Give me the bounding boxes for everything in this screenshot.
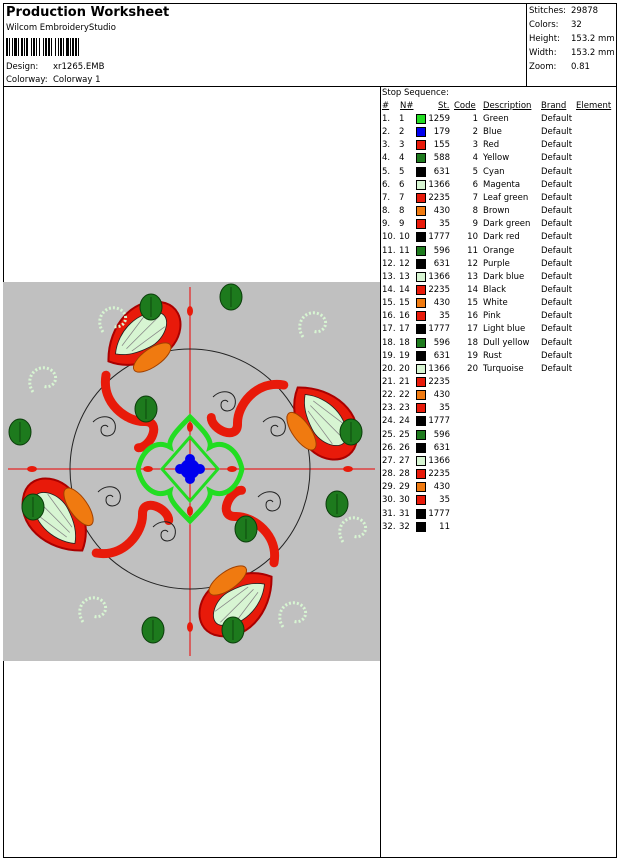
row-code: 13 (467, 271, 478, 282)
sequence-row (382, 403, 616, 416)
row-index: 7. (382, 192, 391, 203)
row-brand: Default (541, 127, 573, 138)
sequence-row (382, 285, 616, 298)
row-code: 1 (472, 114, 478, 124)
row-index: 19. (382, 350, 396, 361)
row-stitches: 1777 (428, 232, 450, 243)
row-description: Blue (483, 127, 502, 138)
row-description: Pink (483, 311, 501, 322)
design-filename: xr1265.EMB (53, 62, 105, 72)
row-needle: 3 (399, 140, 405, 151)
header-divider (3, 86, 617, 87)
color-swatch (416, 522, 426, 532)
row-needle: 9 (399, 219, 405, 230)
row-brand: Default (541, 114, 573, 124)
column-divider (380, 86, 381, 858)
row-index: 20. (382, 363, 396, 374)
page-title: Production Worksheet (6, 5, 170, 20)
row-index: 5. (382, 166, 391, 177)
row-stitches: 430 (433, 482, 450, 493)
row-description: Light blue (483, 324, 526, 335)
row-brand: Default (541, 232, 573, 243)
color-swatch (416, 140, 426, 150)
row-code: 17 (467, 324, 478, 335)
row-index: 17. (382, 324, 396, 335)
row-brand: Default (541, 192, 573, 203)
row-stitches: 1259 (428, 114, 450, 124)
row-needle: 11 (399, 245, 410, 256)
row-needle: 21 (399, 377, 410, 387)
row-code: 9 (472, 219, 478, 230)
color-swatch (416, 456, 426, 466)
row-code: 7 (472, 192, 478, 203)
row-brand: Default (541, 324, 573, 335)
row-index: 2. (382, 127, 391, 138)
sequence-row (382, 180, 616, 193)
row-index: 21. (382, 377, 396, 387)
row-brand: Default (541, 337, 573, 348)
row-index: 32. (382, 521, 396, 532)
sequence-row (382, 522, 616, 535)
color-swatch (416, 324, 426, 334)
row-code: 15 (467, 298, 478, 309)
row-brand: Default (541, 153, 573, 164)
sequence-row (382, 324, 616, 337)
row-index: 11. (382, 245, 396, 256)
color-swatch (416, 114, 426, 124)
col-header-element: Element (576, 101, 612, 111)
sequence-row (382, 495, 616, 508)
sequence-row (382, 377, 616, 390)
row-brand: Default (541, 258, 573, 269)
row-description: Black (483, 284, 506, 295)
sequence-row (382, 482, 616, 495)
row-needle: 31 (399, 508, 410, 519)
row-needle: 27 (399, 455, 410, 466)
row-needle: 22 (399, 390, 410, 401)
row-description: Purple (483, 258, 510, 269)
row-stitches: 631 (433, 258, 450, 269)
row-needle: 19 (399, 350, 410, 361)
row-brand: Default (541, 166, 573, 177)
design-label: Design: (6, 62, 39, 72)
col-header-index: # (382, 101, 390, 111)
row-description: Dark green (483, 219, 531, 230)
row-brand: Default (541, 140, 573, 151)
row-needle: 25 (399, 429, 410, 440)
row-description: Yellow (483, 153, 510, 164)
col-header-description: Description (483, 101, 532, 111)
color-swatch (416, 206, 426, 216)
row-description: Cyan (483, 166, 505, 177)
row-needle: 23 (399, 403, 410, 414)
sequence-row (382, 232, 616, 245)
stats-box (526, 3, 618, 86)
row-description: Leaf green (483, 192, 529, 203)
row-brand: Default (541, 245, 573, 256)
row-brand: Default (541, 298, 573, 309)
color-swatch (416, 246, 426, 256)
row-index: 13. (382, 271, 396, 282)
color-swatch (416, 153, 426, 163)
color-swatch (416, 167, 426, 177)
row-stitches: 430 (433, 298, 450, 309)
sequence-row (382, 364, 616, 377)
row-stitches: 631 (433, 442, 450, 453)
sequence-row (382, 246, 616, 259)
row-needle: 28 (399, 469, 410, 480)
row-needle: 8 (399, 206, 405, 217)
row-index: 10. (382, 232, 396, 243)
row-needle: 18 (399, 337, 410, 348)
row-needle: 5 (399, 166, 405, 177)
row-description: Dark blue (483, 271, 525, 282)
software-name: Wilcom EmbroideryStudio (6, 23, 116, 33)
color-swatch (416, 351, 426, 361)
row-index: 18. (382, 337, 396, 348)
row-code: 16 (467, 311, 478, 322)
color-swatch (416, 416, 426, 426)
row-needle: 6 (399, 179, 405, 190)
row-needle: 10 (399, 232, 410, 243)
row-description: Magenta (483, 179, 521, 190)
barcode (6, 38, 130, 56)
design-preview (3, 282, 380, 661)
row-code: 5 (472, 166, 478, 177)
col-header-needle: N# (400, 101, 414, 111)
row-stitches: 588 (433, 153, 450, 164)
row-index: 22. (382, 390, 396, 401)
col-header-stitches: St. (438, 101, 450, 111)
color-swatch (416, 180, 426, 190)
color-swatch (416, 495, 426, 505)
sequence-row (382, 140, 616, 153)
row-code: 6 (472, 179, 478, 190)
row-index: 31. (382, 508, 396, 519)
row-description: Turquoise (483, 363, 524, 374)
row-code: 20 (467, 363, 478, 374)
row-stitches: 1777 (428, 324, 450, 335)
row-needle: 29 (399, 482, 410, 493)
stat-stitches: Stitches: 29878 (529, 6, 599, 16)
row-code: 18 (467, 337, 478, 348)
row-brand: Default (541, 206, 573, 217)
col-header-code: Code (454, 101, 476, 111)
color-swatch (416, 298, 426, 308)
row-brand: Default (541, 179, 573, 190)
row-brand: Default (541, 284, 573, 295)
sequence-row (382, 390, 616, 403)
colorway-info (6, 75, 101, 85)
row-needle: 16 (399, 311, 410, 322)
row-needle: 2 (399, 127, 405, 138)
color-swatch (416, 377, 426, 387)
stat-colors: Colors: 32 (529, 20, 582, 30)
row-needle: 14 (399, 284, 410, 295)
sequence-row (382, 298, 616, 311)
row-stitches: 2235 (428, 469, 450, 480)
color-swatch (416, 338, 426, 348)
sequence-row (382, 351, 616, 364)
row-needle: 12 (399, 258, 410, 269)
row-needle: 7 (399, 192, 405, 203)
row-description: Orange (483, 245, 515, 256)
row-index: 23. (382, 403, 396, 414)
sequence-row (382, 430, 616, 443)
row-code: 19 (467, 350, 478, 361)
color-swatch (416, 482, 426, 492)
row-needle: 20 (399, 363, 410, 374)
row-stitches: 596 (433, 245, 450, 256)
row-description: Dull yellow (483, 337, 530, 348)
row-needle: 4 (399, 153, 405, 164)
row-stitches: 35 (439, 495, 450, 506)
row-needle: 30 (399, 495, 410, 506)
row-stitches: 35 (439, 403, 450, 414)
color-swatch (416, 285, 426, 295)
color-swatch (416, 232, 426, 242)
color-swatch (416, 272, 426, 282)
row-index: 29. (382, 482, 396, 493)
color-swatch (416, 443, 426, 453)
row-stitches: 35 (439, 311, 450, 322)
row-stitches: 2235 (428, 284, 450, 295)
row-stitches: 1366 (428, 455, 450, 466)
col-header-brand: Brand (541, 101, 567, 111)
sequence-row (382, 219, 616, 232)
color-swatch (416, 193, 426, 203)
row-index: 28. (382, 469, 396, 480)
row-index: 1. (382, 114, 391, 124)
sequence-row (382, 259, 616, 272)
row-stitches: 1366 (428, 271, 450, 282)
row-needle: 24 (399, 416, 410, 427)
sequence-row (382, 469, 616, 482)
row-needle: 13 (399, 271, 410, 282)
row-description: Green (483, 114, 509, 124)
row-stitches: 596 (433, 429, 450, 440)
color-swatch (416, 390, 426, 400)
row-needle: 17 (399, 324, 410, 335)
row-index: 26. (382, 442, 396, 453)
stop-sequence-title: Stop Sequence: (382, 88, 449, 98)
row-index: 25. (382, 429, 396, 440)
row-needle: 1 (399, 114, 405, 124)
row-brand: Default (541, 363, 573, 374)
sequence-row (382, 443, 616, 456)
row-index: 9. (382, 219, 391, 230)
row-needle: 26 (399, 442, 410, 453)
colorway-name: Colorway 1 (53, 75, 101, 85)
sequence-row (382, 311, 616, 324)
row-index: 15. (382, 298, 396, 309)
row-index: 3. (382, 140, 391, 151)
row-stitches: 2235 (428, 377, 450, 387)
sequence-row (382, 114, 616, 127)
sequence-row (382, 206, 616, 219)
row-needle: 32 (399, 521, 410, 532)
row-code: 12 (467, 258, 478, 269)
row-brand: Default (541, 271, 573, 282)
design-info (6, 62, 104, 72)
sequence-row (382, 456, 616, 469)
row-code: 4 (472, 153, 478, 164)
row-index: 6. (382, 179, 391, 190)
row-stitches: 1777 (428, 416, 450, 427)
row-code: 10 (467, 232, 478, 243)
row-stitches: 430 (433, 390, 450, 401)
row-needle: 15 (399, 298, 410, 309)
sequence-row (382, 167, 616, 180)
row-stitches: 155 (433, 140, 450, 151)
color-swatch (416, 311, 426, 321)
row-stitches: 2235 (428, 192, 450, 203)
stat-width: Width: 153.2 mm (529, 48, 615, 58)
row-brand: Default (541, 350, 573, 361)
row-brand: Default (541, 219, 573, 230)
row-description: Brown (483, 206, 510, 217)
color-swatch (416, 509, 426, 519)
sequence-row (382, 127, 616, 140)
row-description: Rust (483, 350, 502, 361)
row-stitches: 430 (433, 206, 450, 217)
embroidery-design (3, 282, 380, 661)
row-code: 11 (467, 245, 478, 256)
color-swatch (416, 127, 426, 137)
sequence-row (382, 153, 616, 166)
color-swatch (416, 219, 426, 229)
row-stitches: 1366 (428, 363, 450, 374)
row-index: 4. (382, 153, 391, 164)
sequence-row (382, 509, 616, 522)
row-stitches: 631 (433, 350, 450, 361)
row-brand: Default (541, 311, 573, 322)
row-stitches: 596 (433, 337, 450, 348)
colorway-label: Colorway: (6, 75, 48, 85)
row-stitches: 11 (439, 521, 450, 532)
row-code: 14 (467, 284, 478, 295)
row-code: 8 (472, 206, 478, 217)
sequence-row (382, 272, 616, 285)
row-index: 14. (382, 284, 396, 295)
row-description: Dark red (483, 232, 520, 243)
row-stitches: 1777 (428, 508, 450, 519)
row-index: 8. (382, 206, 391, 217)
stat-height: Height: 153.2 mm (529, 34, 615, 44)
color-swatch (416, 259, 426, 269)
row-stitches: 179 (433, 127, 450, 138)
row-code: 3 (472, 140, 478, 151)
color-swatch (416, 403, 426, 413)
color-swatch (416, 469, 426, 479)
color-swatch (416, 364, 426, 374)
row-index: 24. (382, 416, 396, 427)
color-swatch (416, 430, 426, 440)
sequence-row (382, 416, 616, 429)
sequence-row (382, 193, 616, 206)
row-index: 30. (382, 495, 396, 506)
row-stitches: 1366 (428, 179, 450, 190)
stat-zoom: Zoom: 0.81 (529, 62, 590, 72)
row-stitches: 631 (433, 166, 450, 177)
sequence-row (382, 338, 616, 351)
row-code: 2 (472, 127, 478, 138)
row-index: 27. (382, 455, 396, 466)
row-index: 12. (382, 258, 396, 269)
row-index: 16. (382, 311, 396, 322)
row-description: Red (483, 140, 500, 151)
row-description: White (483, 298, 508, 309)
row-stitches: 35 (439, 219, 450, 230)
